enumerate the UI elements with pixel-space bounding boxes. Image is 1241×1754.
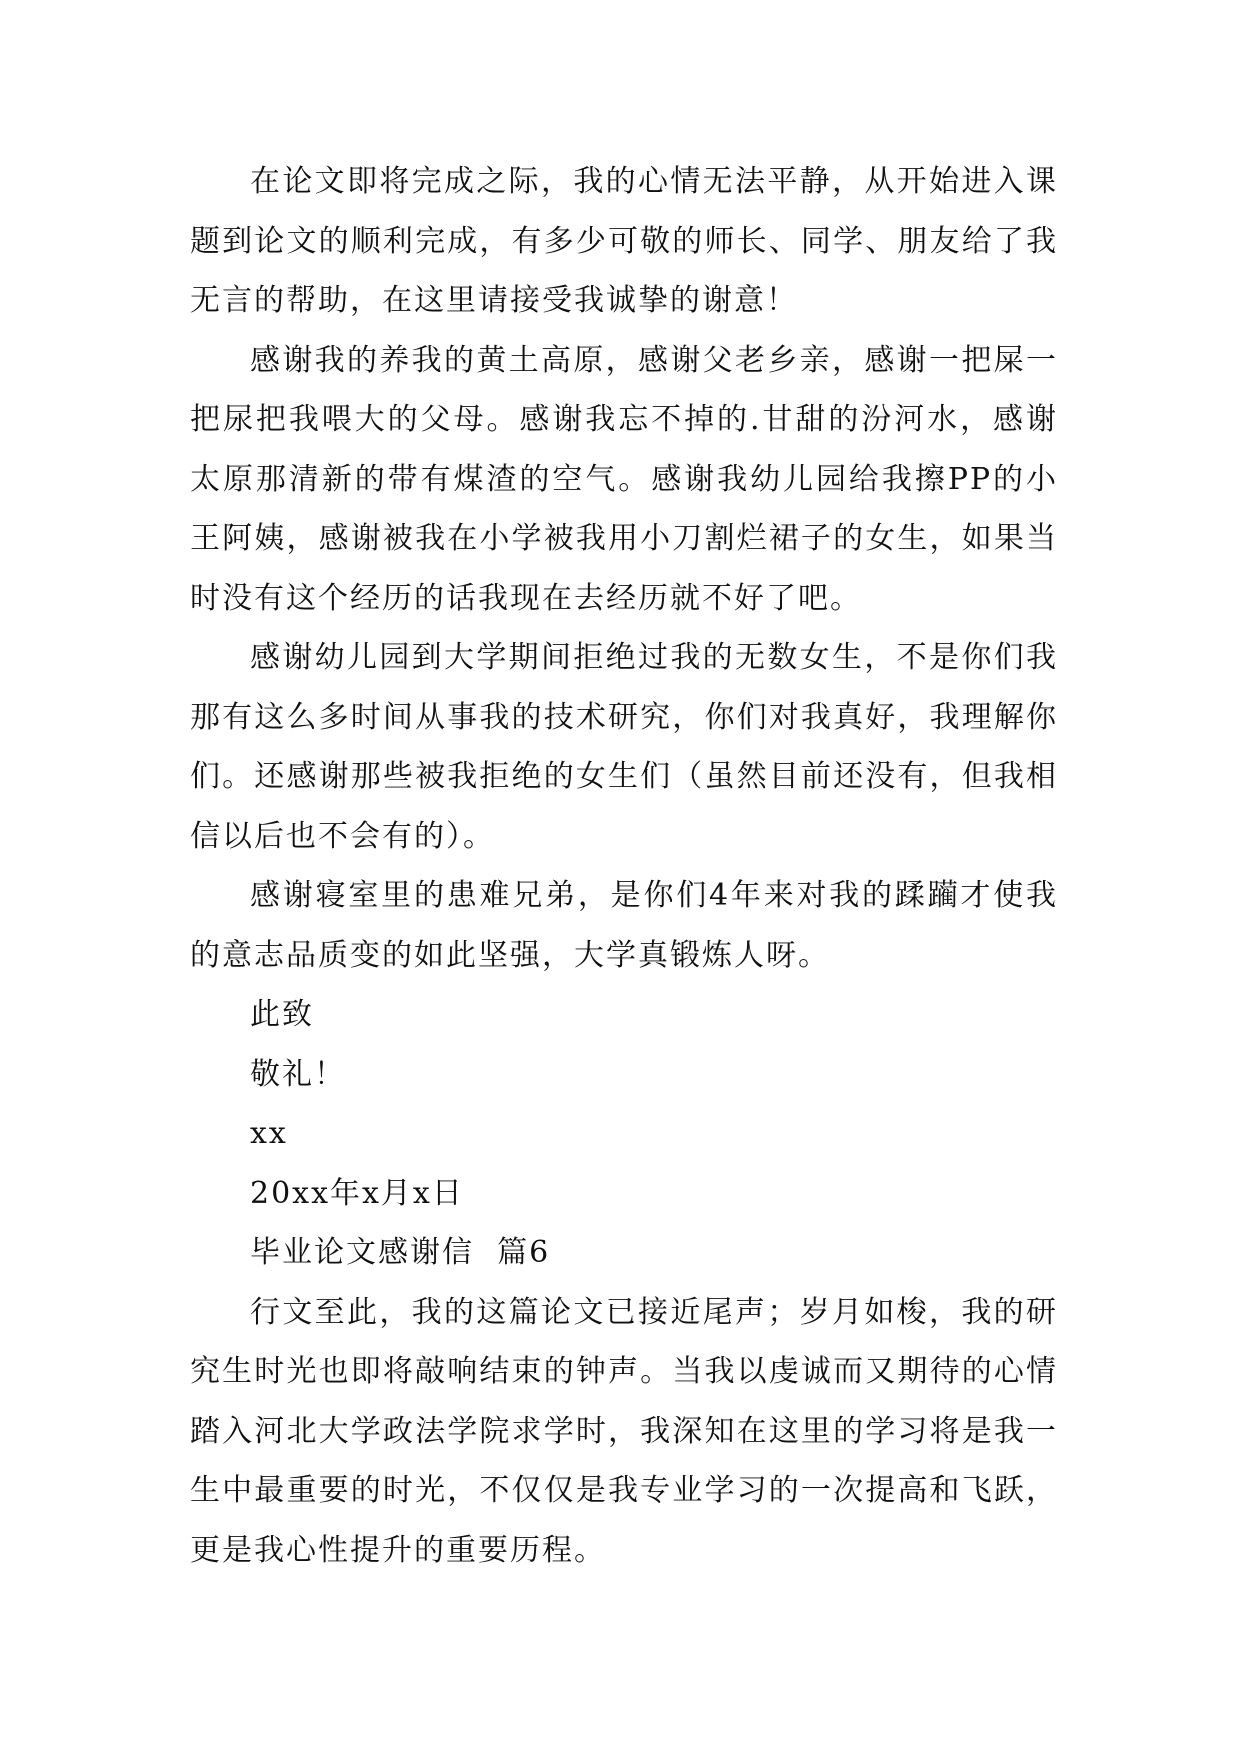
paragraph-thanks-rejections: 感谢幼儿园到大学期间拒绝过我的无数女生，不是你们我那有这么多时间从事我的技术研究，你们对我真好，我理解你们。还感谢那些被我拒绝的女生们（虽然目前还没有，但我相信以后也不会有的）。 [190, 640, 1058, 854]
paragraph-thanks-roommates: 感谢寝室里的患难兄弟，是你们4年来对我的蹂躏才使我的意志品质变的如此坚强，大学真锻炼人呀。 [190, 878, 1058, 973]
section-title: 毕业论文感谢信 篇6 [250, 1235, 551, 1270]
paragraph-final: 行文至此，我的这篇论文已接近尾声；岁月如梭，我的研究生时光也即将敲响结束的钟声。当我以虔诚而又期待的心情踏入河北大学政法学院求学时，我深知在这里的学习将是我一生中最重要的时光，不仅仅是我专业学习的一次提高和飞跃，更是我心性提升的重要历程。 [190, 1294, 1058, 1568]
salute-line: 敬礼！ [250, 1056, 346, 1092]
date-line: 20xx年x月x日 [250, 1175, 464, 1211]
document-page [190, 152, 1058, 1580]
paragraph-gratitude-intro: 在论文即将完成之际，我的心情无法平静，从开始进入课题到论文的顺利完成，有多少可敬的师长、同学、朋友给了我无言的帮助，在这里请接受我诚挚的谢意！ [190, 164, 1058, 318]
closing-line: 此致 [250, 997, 314, 1032]
paragraph-thanks-hometown: 感谢我的养我的黄土高原，感谢父老乡亲，感谢一把屎一把尿把我喂大的父母。感谢我忘不掉的.甘甜的汾河水，感谢太原那清新的带有煤渣的空气。感谢我幼儿园给我擦PP的小王阿姨，感谢被我在小学被我用小刀割烂裙子的女生，如果当时没有这个经历的话我现在去经历就不好了吧。 [190, 342, 1058, 616]
signature-line: xx [250, 1116, 288, 1151]
